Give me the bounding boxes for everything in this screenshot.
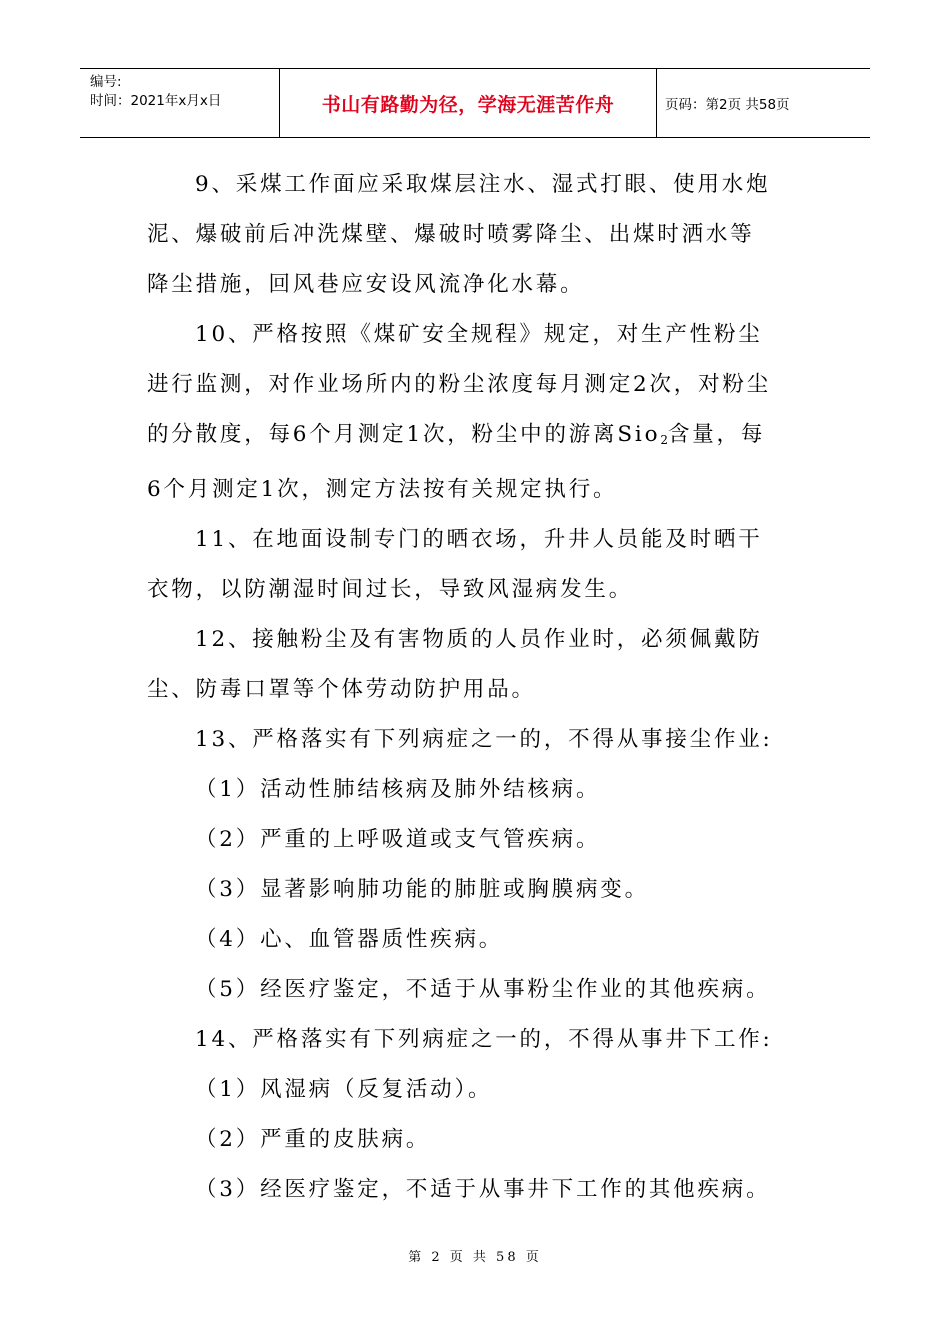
paragraph-12-line-1: 12、接触粉尘及有害物质的人员作业时，必须佩戴防: [195, 627, 763, 652]
paragraph-12-line-2: 尘、防毒口罩等个体劳动防护用品。: [147, 677, 536, 702]
list-item-14-1: （1）风湿病（反复活动）。: [195, 1077, 493, 1102]
paragraph-11-line-2: 衣物，以防潮湿时间过长，导致风湿病发生。: [147, 577, 634, 602]
list-item-13-3: （3）显著影响肺功能的肺脏或胸膜病变。: [195, 877, 649, 902]
paragraph-13: 13、严格落实有下列病症之一的，不得从事接尘作业:: [195, 727, 773, 752]
list-item-13-1: （1）活动性肺结核病及肺外结核病。: [195, 777, 601, 802]
list-item-14-3: （3）经医疗鉴定，不适于从事井下工作的其他疾病。: [195, 1177, 771, 1202]
header-meta: [80, 69, 280, 137]
list-item-13-2: （2）严重的上呼吸道或支气管疾病。: [195, 827, 601, 852]
page-footer: 第 2 页 共 58 页: [408, 1250, 542, 1265]
document-body: [147, 160, 807, 1215]
paragraph-10-line-1: 10、严格按照《煤矿安全规程》规定，对生产性粉尘: [195, 322, 763, 347]
list-item-13-4: （4）心、血管器质性疾病。: [195, 927, 504, 952]
page-header: [80, 68, 870, 138]
paragraph-9-line-1: 9、采煤工作面应采取煤层注水、湿式打眼、使用水炮: [195, 172, 771, 197]
document-number-label: 编号:: [90, 74, 122, 90]
paragraph-9-line-3: 降尘措施，回风巷应安设风流净化水幕。: [147, 272, 585, 297]
paragraph-10-line-3-start: 的分散度，每6个月测定1次，粉尘中的游离Sio: [147, 422, 661, 447]
silica-subscript: 2: [660, 433, 668, 447]
list-item-14-2: （2）严重的皮肤病。: [195, 1127, 431, 1152]
paragraph-9-line-2: 泥、爆破前后冲洗煤壁、爆破时喷雾降尘、出煤时洒水等: [147, 222, 755, 247]
paragraph-11-line-1: 11、在地面设制专门的晒衣场，升井人员能及时晒干: [195, 527, 763, 552]
paragraph-10-line-3: [147, 410, 807, 465]
header-motto: 书山有路勤为径，学海无涯苦作舟: [280, 69, 657, 137]
paragraph-10-line-2: 进行监测，对作业场所内的粉尘浓度每月测定2次，对粉尘: [147, 372, 771, 397]
paragraph-10-line-3-end: 含量，每: [667, 422, 766, 447]
paragraph-14: 14、严格落实有下列病症之一的，不得从事井下工作:: [195, 1027, 773, 1052]
header-page-info: 页码：第2页 共58页: [665, 97, 790, 113]
document-date: 时间：2021年x月x日: [90, 93, 222, 109]
paragraph-10-line-4: 6个月测定1次，测定方法按有关规定执行。: [147, 477, 618, 502]
list-item-13-5: （5）经医疗鉴定，不适于从事粉尘作业的其他疾病。: [195, 977, 771, 1002]
